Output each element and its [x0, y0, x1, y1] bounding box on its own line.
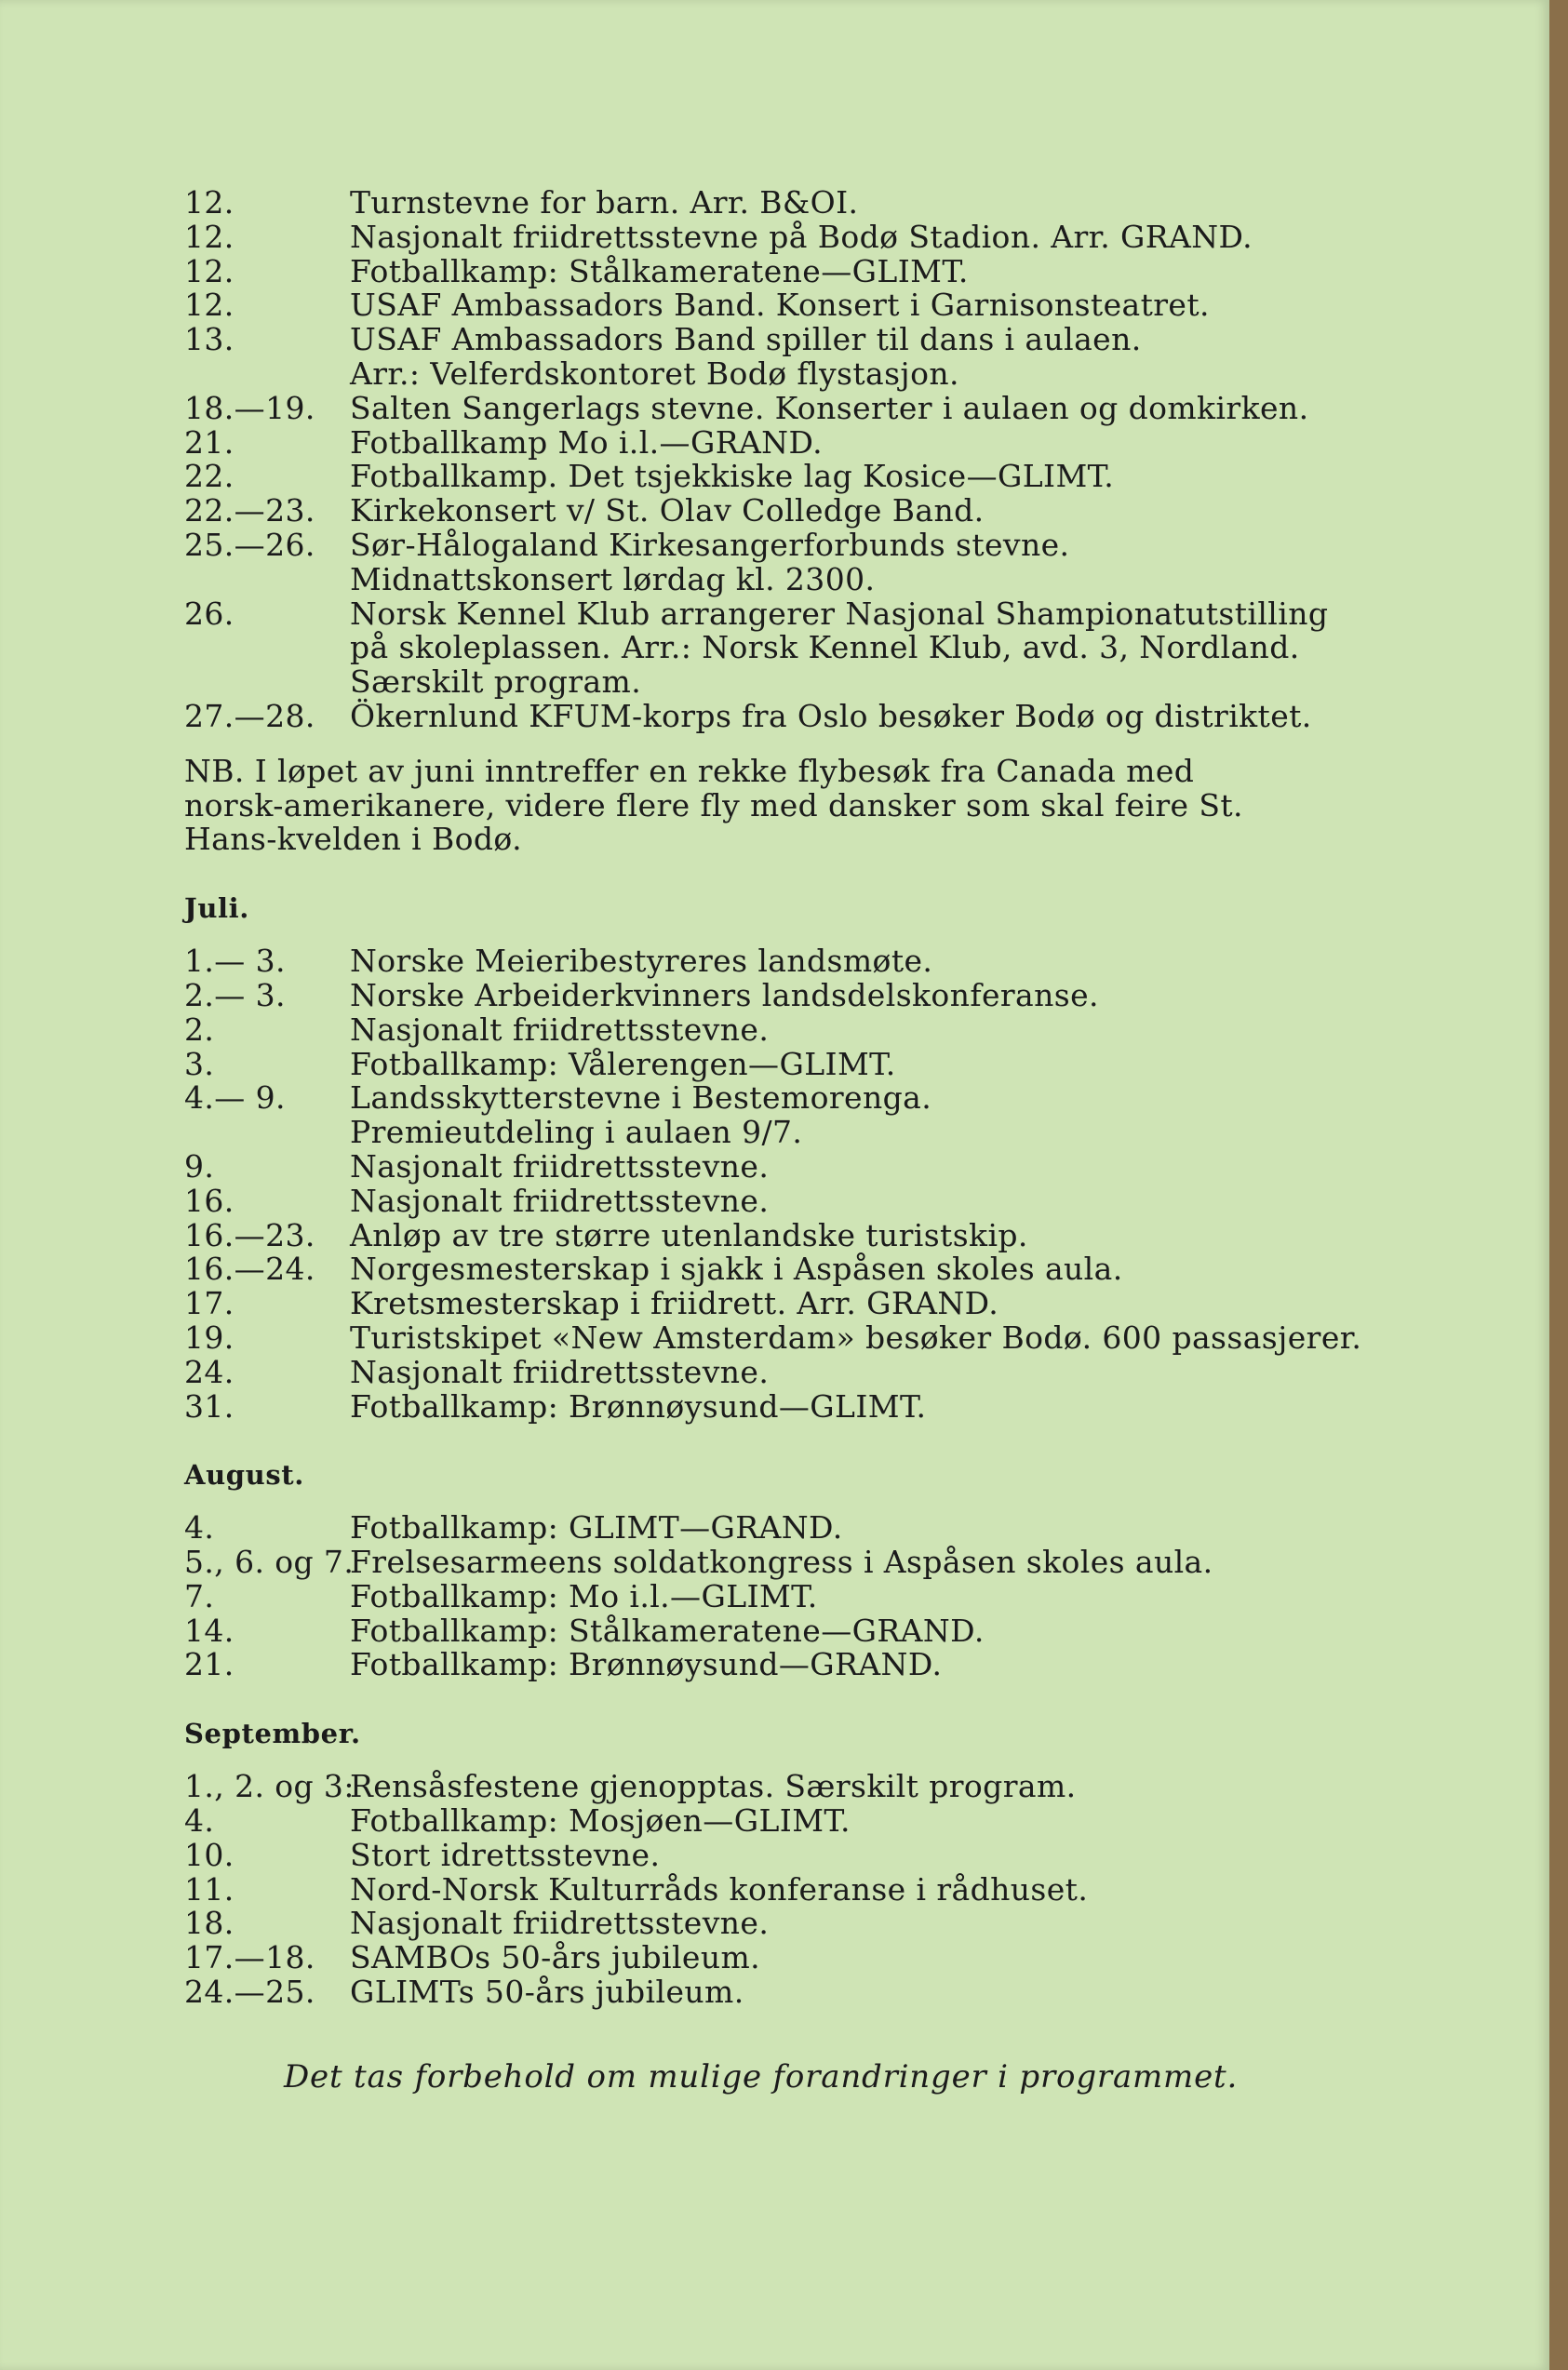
event-date: 9.: [184, 1147, 215, 1185]
event-text: Anløp av tre større utenlandske turistskip.: [350, 1216, 1028, 1253]
event-text: Nord-Norsk Kulturråds konferanse i rådhuset.: [350, 1870, 1089, 1908]
event-text: Nasjonalt friidrettsstevne.: [350, 1011, 770, 1048]
month-event-list: [184, 944, 1394, 1424]
event-row: [184, 526, 1394, 563]
event-text: på skoleplassen. Arr.: Norsk Kennel Klub, avd. 3, Nordland.: [350, 629, 1300, 666]
event-text: Nasjonalt friidrettsstevne.: [350, 1182, 770, 1219]
june-event-list: [184, 186, 1394, 734]
event-text: Frelsesarmeens soldatkongress i Aspåsen skoles aula.: [350, 1544, 1213, 1581]
event-row: [184, 665, 1394, 700]
event-text: Fotballkamp: Stålkameratene—GRAND.: [350, 1612, 985, 1649]
event-row: [184, 944, 1394, 979]
event-date: 2.: [184, 1011, 215, 1048]
event-date: 12.: [184, 218, 235, 255]
nb-line: Hans-kvelden i Bodø.: [184, 821, 522, 858]
event-text: Norgesmesterskap i sjakk i Aspåsen skoles aula.: [350, 1251, 1123, 1288]
event-text: Rensåsfestene gjenopptas. Særskilt program.: [350, 1768, 1077, 1805]
event-text: Landsskytterstevne i Bestemorenga.: [350, 1079, 932, 1117]
event-row: [184, 1081, 1394, 1116]
event-text: Nasjonalt friidrettsstevne på Bodø Stadion. Arr. GRAND.: [350, 218, 1253, 255]
event-date: 4.: [184, 1802, 215, 1840]
event-text: Fotballkamp Mo i.l.—GRAND.: [350, 423, 824, 461]
event-date: 19.: [184, 1319, 235, 1356]
event-text: GLIMTs 50-års jubileum.: [350, 1974, 744, 2011]
event-row: [184, 1182, 1394, 1219]
event-date: 21.: [184, 423, 235, 461]
event-date: 18.: [184, 1905, 235, 1942]
event-row: [184, 976, 1394, 1013]
event-row: [184, 357, 1394, 392]
event-row: [184, 1116, 1394, 1150]
event-row: [184, 697, 1394, 734]
event-date: 14.: [184, 1612, 235, 1649]
event-row: [184, 1941, 1394, 1975]
event-row: [184, 288, 1394, 323]
event-row: [184, 1770, 1394, 1804]
event-date: 26.: [184, 595, 235, 632]
event-row: [184, 423, 1394, 461]
event-date: 12.: [184, 287, 235, 324]
event-date: 31.: [184, 1387, 235, 1425]
event-date: 7.: [184, 1577, 215, 1614]
event-row: [184, 1216, 1394, 1253]
nb-line: norsk-amerikanere, videre flere fly med dansker som skal feire St.: [184, 786, 1243, 823]
event-text: Kretsmesterskap i friidrett. Arr. GRAND.: [350, 1285, 999, 1322]
event-row: [184, 1577, 1394, 1614]
event-text: Nasjonalt friidrettsstevne.: [350, 1905, 770, 1942]
month-heading: September.: [184, 1718, 361, 1750]
event-row: [184, 186, 1394, 221]
event-text: Fotballkamp: Vålerengen—GLIMT.: [350, 1045, 896, 1082]
event-date: 11.: [184, 1870, 235, 1908]
event-date: 17.: [184, 1285, 235, 1322]
event-date: 10.: [184, 1836, 235, 1873]
nb-note: [184, 752, 1375, 858]
event-date: 24.—25.: [184, 1974, 315, 2011]
event-row: [184, 494, 1394, 529]
event-row: [184, 1546, 1394, 1580]
event-date: 12.: [184, 252, 235, 289]
event-row: [184, 323, 1394, 357]
event-row: [184, 1045, 1394, 1082]
event-date: 24.: [184, 1353, 235, 1390]
event-text: SAMBOs 50-års jubileum.: [350, 1939, 761, 1976]
event-row: [184, 1287, 1394, 1321]
event-row: [184, 1013, 1394, 1048]
event-text: Fotballkamp: Stålkameratene—GLIMT.: [350, 252, 969, 289]
event-text: Premieutdeling i aulaen 9/7.: [350, 1114, 803, 1151]
event-text: Fotballkamp: Brønnøysund—GRAND.: [350, 1646, 943, 1683]
event-row: [184, 1252, 1394, 1287]
event-date: 5., 6. og 7.: [184, 1544, 355, 1581]
event-text: Fotballkamp. Det tsjekkiske lag Kosice—GLIMT.: [350, 458, 1115, 495]
event-date: 16.—23.: [184, 1216, 315, 1253]
event-row: [184, 1975, 1394, 2010]
event-text: Fotballkamp: GLIMT—GRAND.: [350, 1509, 843, 1547]
event-date: 1.— 3.: [184, 943, 286, 980]
event-date: 16.: [184, 1182, 235, 1219]
event-text: Turnstevne for barn. Arr. B&OI.: [350, 184, 859, 221]
event-row: [184, 597, 1394, 632]
event-date: 4.: [184, 1509, 215, 1547]
event-row: [184, 1804, 1394, 1839]
month-event-list: [184, 1511, 1394, 1682]
event-date: 1., 2. og 3:: [184, 1768, 355, 1805]
event-date: 13.: [184, 321, 235, 358]
program-content: [184, 186, 1394, 2010]
month-event-list: [184, 1770, 1394, 2010]
nb-line: NB. I løpet av juni inntreffer en rekke flybesøk fra Canada med: [184, 752, 1195, 789]
event-date: 16.—24.: [184, 1251, 315, 1288]
event-text: Ökernlund KFUM-korps fra Oslo besøker Bodø og distriktet.: [350, 697, 1312, 734]
event-row: [184, 1387, 1394, 1425]
event-date: 18.—19.: [184, 389, 315, 426]
event-text: Kirkekonsert v/ St. Olav Colledge Band.: [350, 492, 985, 529]
event-text: Fotballkamp: Mosjøen—GLIMT.: [350, 1802, 851, 1840]
event-text: Sør-Hålogaland Kirkesangerforbunds stevne.: [350, 526, 1070, 563]
event-row: [184, 1353, 1394, 1390]
event-row: [184, 460, 1394, 494]
event-row: [184, 1870, 1394, 1908]
event-text: Særskilt program.: [350, 663, 642, 701]
event-text: Nasjonalt friidrettsstevne.: [350, 1353, 770, 1390]
event-row: [184, 1907, 1394, 1941]
event-date: 22.: [184, 458, 235, 495]
event-date: 3.: [184, 1045, 215, 1082]
event-text: USAF Ambassadors Band spiller til dans i aulaen.: [350, 321, 1142, 358]
event-row: [184, 252, 1394, 289]
event-row: [184, 1648, 1394, 1682]
month-heading: August.: [184, 1459, 304, 1492]
event-row: [184, 560, 1394, 597]
event-text: Norske Meieribestyreres landsmøte.: [350, 943, 933, 980]
event-date: 2.— 3.: [184, 976, 286, 1013]
event-row: [184, 1321, 1394, 1356]
event-row: [184, 631, 1394, 665]
event-text: Fotballkamp: Brønnøysund—GLIMT.: [350, 1387, 927, 1425]
event-text: Salten Sangerlags stevne. Konserter i aulaen og domkirken.: [350, 389, 1309, 426]
event-date: 12.: [184, 184, 235, 221]
event-text: USAF Ambassadors Band. Konsert i Garnisonsteatret.: [350, 287, 1210, 324]
event-text: Fotballkamp: Mo i.l.—GLIMT.: [350, 1577, 818, 1614]
event-row: [184, 389, 1394, 426]
event-row: [184, 1836, 1394, 1873]
event-row: [184, 1614, 1394, 1649]
event-date: 21.: [184, 1646, 235, 1683]
event-text: Arr.: Velferdskontoret Bodø flystasjon.: [350, 355, 959, 392]
event-date: 27.—28.: [184, 697, 315, 734]
month-heading: Juli.: [184, 892, 249, 925]
event-text: Stort idrettsstevne.: [350, 1836, 661, 1873]
event-text: Norsk Kennel Klub arrangerer Nasjonal Shampionatutstilling: [350, 595, 1329, 632]
event-date: 22.—23.: [184, 492, 315, 529]
event-text: Midnattskonsert lørdag kl. 2300.: [350, 560, 876, 597]
event-date: 4.— 9.: [184, 1079, 286, 1117]
event-row: [184, 1511, 1394, 1546]
event-date: 17.—18.: [184, 1939, 315, 1976]
event-text: Turistskipet «New Amsterdam» besøker Bodø. 600 passasjerer.: [350, 1319, 1362, 1356]
event-date: 25.—26.: [184, 526, 315, 563]
event-row: [184, 1147, 1394, 1185]
footer-disclaimer: Det tas forbehold om mulige forandringer i programmet.: [284, 2058, 1239, 2096]
event-text: Norske Arbeiderkvinners landsdelskonferanse.: [350, 976, 1099, 1013]
month-sections: [184, 892, 1394, 2010]
event-text: Nasjonalt friidrettsstevne.: [350, 1147, 770, 1185]
event-row: [184, 218, 1394, 255]
